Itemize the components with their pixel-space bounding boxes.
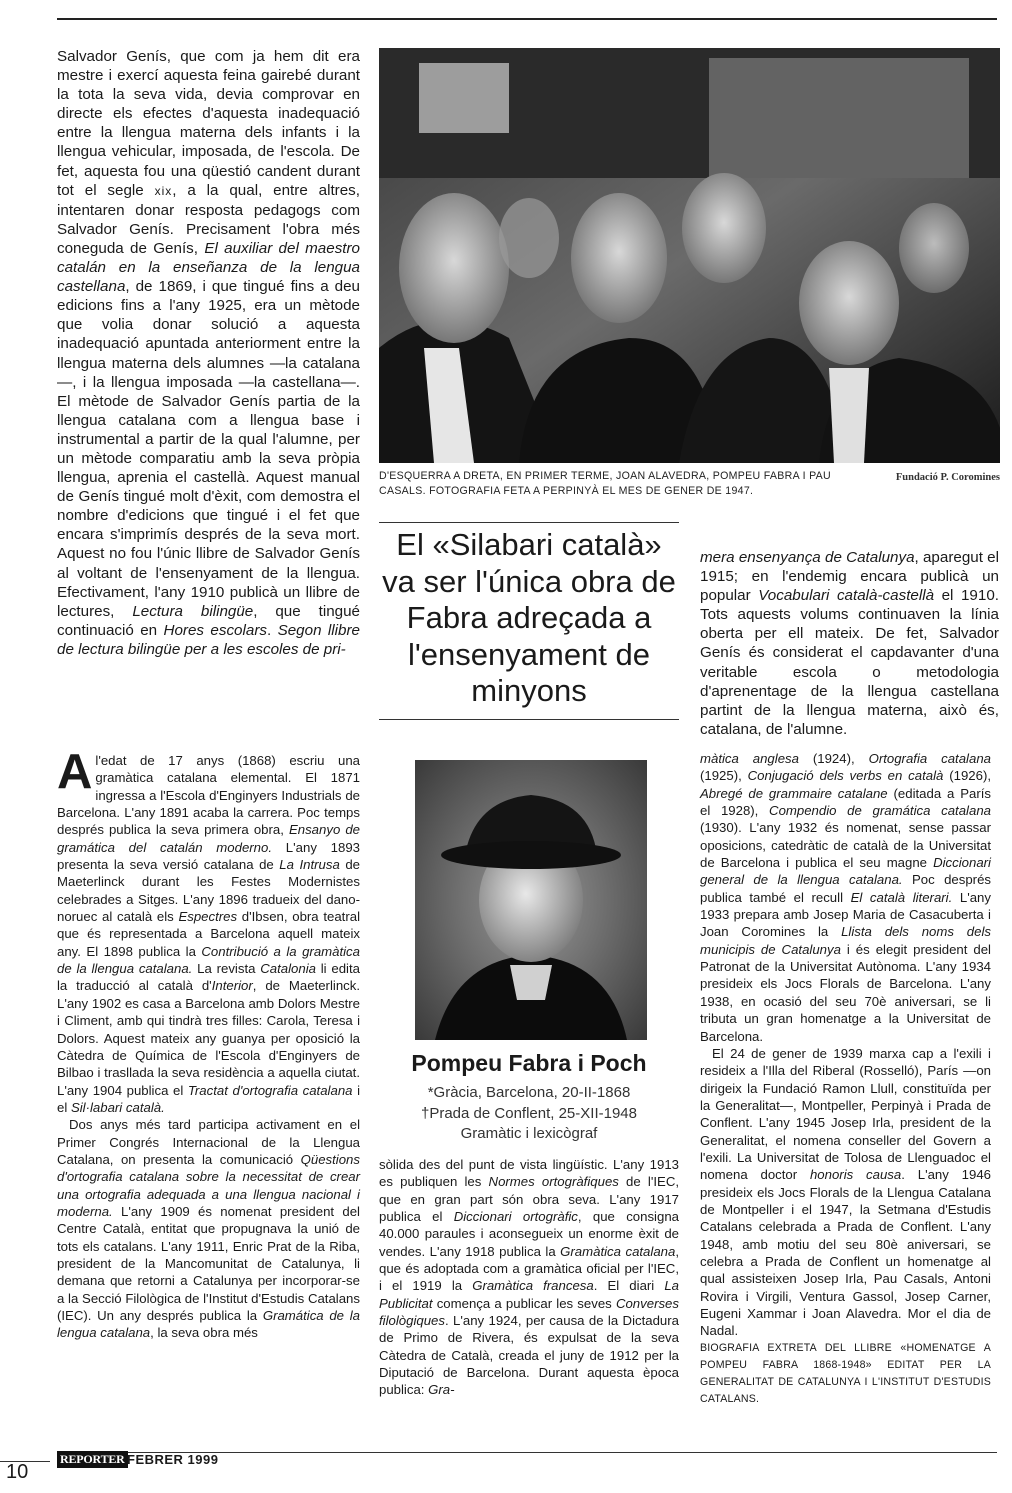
bio-role: Gramàtic i lexicògraf xyxy=(460,1125,598,1142)
pullquote-rule-top xyxy=(379,522,679,523)
photo-caption: D'ESQUERRA A DRETA, EN PRIMER TERME, JOAN ALAVEDRA, POMPEU FABRA I PAU CASALS. FOTOGRAFIA FETA A PERPINYÀ EL MES DE GENER DE 1947. xyxy=(379,470,831,497)
group-photo-illustration xyxy=(379,48,1000,463)
portrait-photo xyxy=(415,760,647,1040)
page-number: 10 xyxy=(6,1461,29,1483)
bio-name: Pompeu Fabra i Poch xyxy=(411,1050,647,1076)
bio-column-2 xyxy=(379,1156,679,1399)
bio-paragraph: Dos anys més tard participa activament en el Primer Congrés Internacional de la Llengua Catalana, on presenta la comunicació Qüestions d'ortografia catalana sobre la necessitat de crear una ortografia adequada a una llengua nacional i moderna. L'any 1909 és nomenat president del Centre Català, entitat que propugnava la unió de tots els catalans. L'any 1911, Enric Prat de la Riba, president de la Mancomunitat de Catalunya, li demana que retorni a Catalunya per incorporar-se a la Secció Filològica de l'Institut d'Estudis Catalans (IEC). Un any després publica la Gramática de la lengua catalana, la seva obra més xyxy=(57,1117,360,1341)
article-paragraph: Salvador Genís, que com ja hem dit era mestre i exercí aquesta feina gairebé durant la tota la seva vida, devia comprovar en directe els efectes d'aquesta inadequació entre la llengua materna dels infants i la llengua vehicular, imposada, de l'escola. De fet, aquesta fou una qüestió candent durant tot el segle xix, a la qual, entre altres, intentaren donar resposta pedagogs com Salvador Genís. Precisament l'obra més coneguda de Genís, El auxiliar del maestro catalán en la enseñanza de la lengua castellana, de 1869, i que tingué fins a deu edicions fins a l'any 1925, era un mètode que volia donar solució a aquesta inadequació apuntada anteriorment entre la llengua materna dels alumnes —la catalana—, i la llengua imposada —la castellana—. El mètode de Salvador Genís partia de la llengua catalana com a llengua base i instrumental a partir de la qual l'alumne, per un mètode comparatiu amb la seva pròpia llengua, aprenia el castellà. Aquest manual de Genís tingué molt d'èxit, com demostra el nombre d'edicions que tingué i el fet que encara s'imprimís després de la seva mort. Aquest no fou l'únic llibre de Salvador Genís al voltant de l'ensenyament de la llengua. Efectivament, l'any 1910 publicà un llibre de lectures, Lectura bilingüe, que tingué continuació en Hores escolars. Segon llibre de lectura bilingüe per a les escoles de pri- xyxy=(57,48,361,658)
article-column-3 xyxy=(700,548,999,739)
bio-source: BIOGRAFIA EXTRETA DEL LLIBRE «HOMENATGE A POMPEU FABRA 1868-1948» EDITAT PER LA GENERALITAT DE CATALUNYA I L'INSTITUT D'ESTUDIS CATALANS. xyxy=(700,1341,991,1405)
magazine-logo: REPORTER xyxy=(57,1451,128,1468)
bio-paragraph: sòlida des del punt de vista lingüístic. L'any 1913 es publiquen les Normes ortogràfiques de l'IEC, que en gran part són obra seva. L'any 1917 publica el Diccionari ortogràfic, que consigna 40.000 paraules i aconsegueix un enorme èxit de vendes. L'any 1918 publica la Gramàtica catalana, que és adoptada com a gramàtica oficial per l'IEC, i el 1919 la Gramàtica francesa. El diari La Publicitat comença a publicar les seves Converses filològiques. L'any 1924, per causa de la Dictadura de Primo de Rivera, és expulsat de la seva Càtedra de Català, creada el juny de 1912 per la Diputació de Barcelona. Durant aquesta època publica: Gra- xyxy=(379,1157,680,1398)
portrait-illustration xyxy=(415,760,647,1040)
article-column-1 xyxy=(57,47,360,659)
photo-credit: Fundació P. Coromines xyxy=(895,472,1000,483)
bio-column-1 xyxy=(57,745,361,1342)
pullquote: El «Silabari català» va ser l'única obra de Fabra adreçada a l'ensenyament de minyons xyxy=(382,527,676,708)
bio-birth: *Gràcia, Barcelona, 20-II-1868 xyxy=(427,1084,631,1101)
article-paragraph: mera ensenyança de Catalunya, aparegut el 1915; en l'endemig encara publicà un popular Vocabulari català-castellà el 1910. Tots aquests volums continuaven la línia oberta per ell mateix. De fet, Salvador Genís és considerat el capdavanter d'una veritable escola o metodologia d'aprenentage de la llengua castellana partint de la llengua materna, això és, catalana, de l'alumne. xyxy=(700,549,999,738)
top-rule xyxy=(57,18,997,20)
bio-column-3 xyxy=(700,750,991,1408)
issue-date: FEBRER 1999 xyxy=(127,1452,219,1467)
bio-death: †Prada de Conflent, 25-XII-1948 xyxy=(421,1104,637,1122)
pullquote-rule-bottom xyxy=(379,719,679,720)
bio-paragraph: El 24 de gener de 1939 marxa cap a l'exili i resideix a l'Illa del Riberal (Rosselló), París —on dirigeix la Fundació Ramon Llull, constituïda per la Generalitat—, Montpeller, Perpinyà i Prada de Conflent. L'any 1945 Josep Irla, president de la Generalitat, el nomena conseller del Govern a l'exili. La Universitat de Tolosa de Llenguadoc el nomena doctor honoris causa. L'any 1946 presideix els Jocs Florals de la Llengua Catalana de Montpeller i el 1947, la Setmana d'Estudis Catalans celebrada a Prada de Conflent. L'any 1948, amb motiu del seu 80è aniversari, se celebra a Prada de Conflent un homenatge al qual assisteixen Josep Irla, Pau Casals, Antoni Rovira i Virgili, Ventura Gassol, Josep Carner, Eugeni Xammar i Joan Alavedra. Mor el dia de Nadal. xyxy=(700,1045,992,1339)
bio-paragraph: A l'edat de 17 anys (1868) escriu una gramàtica catalana elemental. El 1871 ingressa a l'Escola d'Enginyers Industrials de Barcelona. L'any 1891 acaba la carrera. Poc temps després publica la seva primera obra, Ensanyo de gramática del catalán moderno. L'any 1893 presenta la seva versió catalana de La Intrusa de Maeterlinck durant les Festes Modernistes celebrades a Sitges. L'any 1896 tradueix del dano-noruec al català els Espectres d'Ibsen, obra teatral que és representada a Barcelona aquell mateix any. El 1898 publica la Contribució a la gramàtica de la llengua catalana. La revista Catalonia li edita la traducció al català d'Interior, de Maeterlinck. L'any 1902 es casa a Barcelona amb Dolors Mestre i Climent, amb qui tindrà tres filles: Carola, Teresa i Dolors. Aquest mateix any guanya per oposició la Càtedra de Química de l'Escola d'Enginyers de Bilbao i trasllada la seva residència a aquella ciutat. L'any 1904 publica el Tractat d'ortografia catalana i el Sil·labari català. xyxy=(57,745,361,1115)
group-photo xyxy=(379,48,1000,463)
drop-cap: A xyxy=(57,745,93,799)
bio-details xyxy=(379,1083,679,1145)
bio-paragraph: màtica anglesa (1924), Ortografia catalana (1925), Conjugació dels verbs en català (1926), Abregé de grammaire catalane (editada a París el 1928), Compendio de gramática catalana (1930). L'any 1932 és nomenat, sense passar oposicions, catedràtic de català de la Universitat de Barcelona i publica el seu magne Diccionari general de la llengua catalana. Poc després publica també el recull El català literari. L'any 1933 prepara amb Josep Maria de Casacuberta i Joan Coromines la Llista dels noms dels municipis de Catalunya i és elegit president del Patronat de la Universitat Autònoma. L'any 1934 presideix els Jocs Florals de Barcelona. L'any 1938, en ocasió del seu 70è aniversari, se li tributa un gran homenatge a la Universitat de Barcelona. xyxy=(700,751,992,1044)
